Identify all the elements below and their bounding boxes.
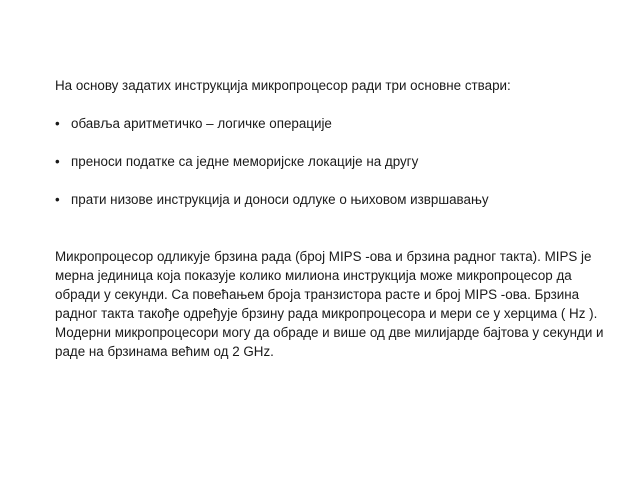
description-paragraph: Микропроцесор одликује брзина рада (број MIPS -ова и брзина радног такта). MIPS је мерна јединица која показује колико милиона инструкција може микропроцесор да обради у секунди. Са повећањем броја транзистора расте и број MIPS -ова. Брзина радног такта такође одређује брзину рада микропроцесора и мери се у херцима ( Hz ). Модерни микропроцесори могу да обраде и више од две милијарде бајтова у секунди и раде на брзинама већим од 2 GHz. [55,249,604,359]
bullet-text: прати низове инструкција и доноси одлуке о њиховом извршавању [71,192,489,207]
bullet-icon: • [55,192,60,207]
bullet-icon: • [55,116,60,131]
bullet-text: преноси податке са једне меморијске локације на другу [71,154,419,169]
bullet-text: обавља аритметичко – логичке операције [71,116,332,131]
slide-content [55,76,615,361]
bullet-item [55,190,615,209]
bullet-item [55,152,615,171]
intro-text: На основу задатих инструкција микропроцесор ради три основне ствари: [55,78,511,93]
bullet-icon: • [55,154,60,169]
bullet-item [55,114,615,133]
bullet-list [55,114,615,209]
